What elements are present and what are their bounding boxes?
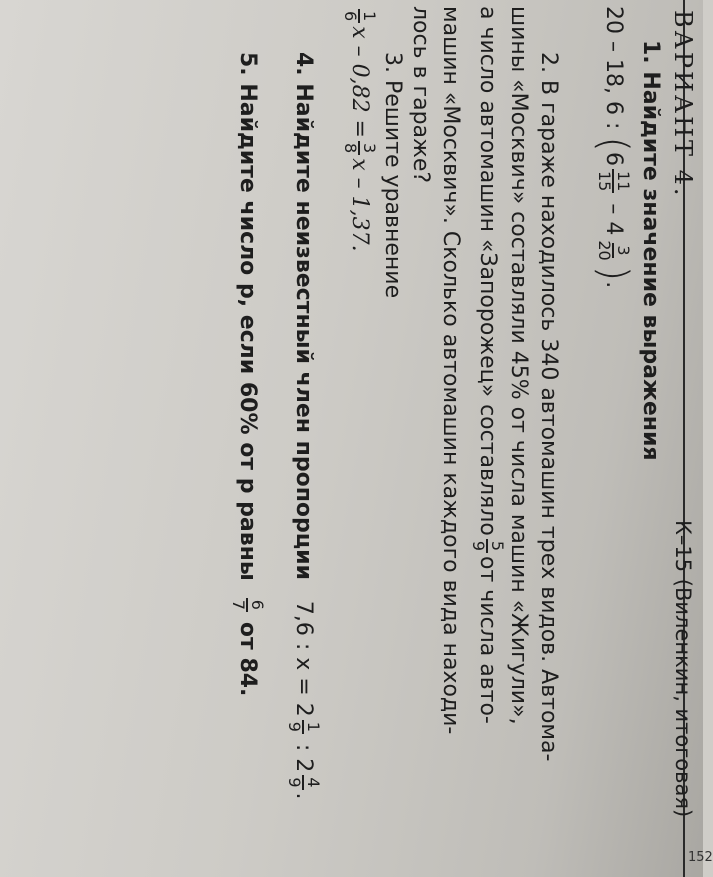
task2-line1: 2. В гараже находилось 340 автомашин трех видов. Автома- bbox=[536, 52, 561, 762]
fraction-numerator: 5 bbox=[488, 540, 507, 552]
source-label: К–15 (Виленкин, итоговая) bbox=[671, 520, 695, 818]
task1-title-text: 1. Найдите значение выражения bbox=[638, 40, 663, 461]
task1-period: . bbox=[601, 281, 626, 289]
task2-line3-end: от числа авто- bbox=[475, 556, 501, 724]
task1-title bbox=[638, 40, 663, 461]
fraction-denominator: 7 bbox=[229, 599, 249, 610]
task1-expr-start: 20 – 18, 6 : bbox=[601, 6, 626, 137]
fraction-numerator: 1 bbox=[304, 721, 323, 732]
variant-heading: ВАРИАНТ 4. bbox=[669, 10, 697, 199]
task2-line5: лось в гараже? bbox=[408, 6, 433, 184]
page-number: 152 bbox=[688, 850, 713, 865]
fraction-numerator: 6 bbox=[248, 599, 267, 610]
task3-equation bbox=[341, 6, 377, 252]
task4-period: . bbox=[291, 792, 317, 800]
right-paren: ) bbox=[590, 265, 636, 282]
fraction-denominator: 9 bbox=[285, 721, 305, 732]
task2-line3-start: а число автомашин «Запорожец» составляло bbox=[475, 6, 501, 536]
task5-end: от 84. bbox=[235, 621, 261, 697]
task1-fraction-1 bbox=[595, 169, 631, 193]
task2-line2: шины «Москвич» составляли 45% от числа машин «Жигули», bbox=[506, 6, 531, 725]
fraction-denominator: 15 bbox=[595, 170, 614, 192]
task3-fraction-2 bbox=[341, 141, 377, 155]
fraction-numerator: 3 bbox=[360, 143, 379, 154]
task5-line bbox=[229, 52, 265, 696]
fraction-numerator: 1 bbox=[360, 11, 379, 22]
fraction-denominator: 9 bbox=[469, 540, 489, 552]
task4-line bbox=[285, 52, 321, 800]
fraction-numerator: 4 bbox=[304, 777, 323, 788]
task1-fraction-2 bbox=[595, 238, 631, 262]
task2-line3 bbox=[469, 6, 505, 724]
task3-part2: x – 1,37. bbox=[347, 158, 373, 252]
task4-sep: : 2 bbox=[291, 736, 317, 773]
fraction-denominator: 20 bbox=[595, 240, 614, 261]
fraction-denominator: 9 bbox=[285, 777, 305, 788]
task2-line4: машин «Москвич». Сколько автомашин каждого вида находи- bbox=[438, 6, 463, 735]
task3-title: 3. Решите уравнение bbox=[380, 52, 405, 299]
fraction-denominator: 8 bbox=[341, 143, 361, 154]
task4-expr: 7,6 : x = 2 bbox=[291, 600, 317, 717]
task4-title: 4. Найдите неизвестный член пропорции bbox=[291, 52, 317, 580]
fraction-numerator: 11 bbox=[613, 170, 633, 192]
left-paren: ( bbox=[590, 136, 636, 152]
task1-minus: – 4 bbox=[601, 196, 626, 236]
task1-expression bbox=[590, 6, 636, 289]
task3-fraction-1 bbox=[341, 9, 377, 23]
task5-text: 5. Найдите число p, если 60% от p равны bbox=[235, 52, 261, 581]
task2-fraction bbox=[469, 539, 505, 553]
task1-mixed1-whole: 6 bbox=[601, 151, 626, 166]
task4-fraction-2 bbox=[285, 775, 321, 789]
task3-part1: x – 0,82 = bbox=[347, 26, 373, 138]
fraction-denominator: 6 bbox=[341, 11, 361, 22]
fraction-numerator: 3 bbox=[613, 245, 633, 256]
task4-fraction-1 bbox=[285, 720, 321, 734]
task5-fraction bbox=[229, 598, 265, 612]
